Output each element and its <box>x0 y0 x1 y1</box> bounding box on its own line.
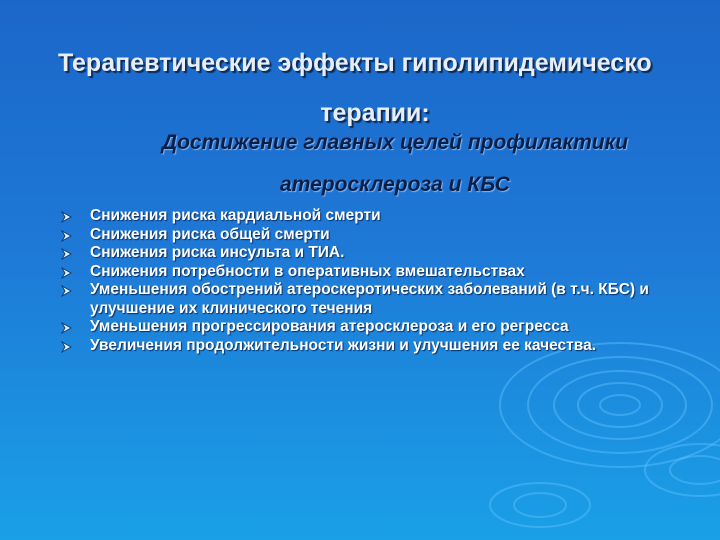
title-line-2: терапии: <box>320 99 430 127</box>
list-item-text: Уменьшения обострений атероскеротических заболеваний (в т.ч. КБС) и улучшение их клинического течения <box>90 281 649 317</box>
subtitle-line-1: Достижение главных целей профилактики <box>161 131 629 154</box>
list-item <box>74 337 694 356</box>
arrow-bullet-icon <box>60 248 72 260</box>
arrow-bullet-icon <box>60 230 72 242</box>
list-item-text: Снижения риска общей смерти <box>90 225 330 243</box>
title-line-1: Терапевтические эффекты гиполипидемическо <box>58 49 652 77</box>
list-item <box>74 226 694 245</box>
list-item <box>74 318 694 337</box>
arrow-bullet-icon <box>60 322 72 334</box>
slide-subtitle <box>0 122 720 206</box>
list-item <box>74 207 694 226</box>
list-item-text: Увеличения продолжительности жизни и улучшения ее качества. <box>90 336 596 354</box>
arrow-bullet-icon <box>60 267 72 279</box>
list-item-text: Снижения риска кардиальной смерти <box>90 207 381 224</box>
list-item <box>74 263 694 282</box>
arrow-bullet-icon <box>60 211 72 223</box>
list-item-text: Уменьшения прогрессирования атеросклероза и его регресса <box>90 318 569 335</box>
arrow-bullet-icon <box>60 341 72 353</box>
subtitle-line-2: атеросклероза и КБС <box>280 173 510 196</box>
list-item <box>74 244 694 263</box>
list-item-text: Снижения потребности в оперативных вмешательствах <box>90 262 525 280</box>
arrow-bullet-icon <box>60 285 72 297</box>
list-item <box>74 281 694 318</box>
list-item-text: Снижения риска инсульта и ТИА. <box>90 244 345 261</box>
effects-list <box>74 207 694 355</box>
